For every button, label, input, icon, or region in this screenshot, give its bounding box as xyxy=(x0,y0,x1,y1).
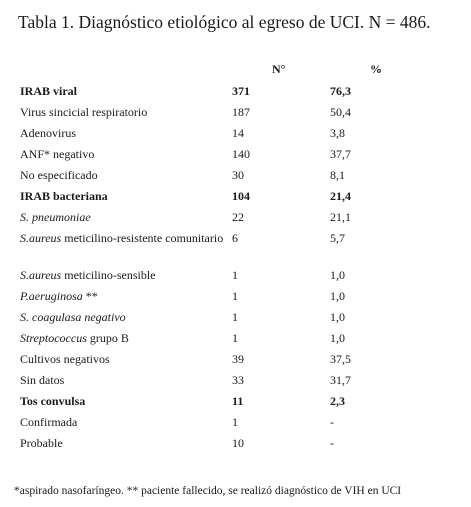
row-label xyxy=(20,289,232,310)
table-row xyxy=(20,210,420,231)
row-percent: 3,8 xyxy=(330,126,345,140)
row-label-text: IRAB bacteriana xyxy=(20,189,108,203)
row-label xyxy=(20,231,232,268)
table-row xyxy=(20,105,420,126)
row-label xyxy=(20,436,232,457)
row-label xyxy=(20,415,232,436)
row-label xyxy=(20,268,232,289)
row-count: 39 xyxy=(232,352,244,366)
row-label xyxy=(20,84,232,105)
row-label xyxy=(20,394,232,415)
table-row xyxy=(20,168,420,189)
row-label-text: Adenovirus xyxy=(20,126,76,140)
row-percent: 37,5 xyxy=(330,352,351,366)
row-count: 6 xyxy=(232,231,238,245)
row-percent: 21,1 xyxy=(330,210,351,224)
row-percent: 1,0 xyxy=(330,289,345,303)
row-label-italic: P.aeruginosa xyxy=(20,289,83,303)
etiology-table xyxy=(20,62,420,457)
table-row xyxy=(20,231,420,268)
table-row xyxy=(20,289,420,310)
table-row xyxy=(20,84,420,105)
row-percent: 21,4 xyxy=(330,189,351,203)
row-label xyxy=(20,147,232,168)
table-row xyxy=(20,352,420,373)
table-row xyxy=(20,331,420,352)
row-label-text: ANF* negativo xyxy=(20,147,95,161)
row-count: 371 xyxy=(232,84,250,98)
row-label-text: grupo B xyxy=(86,331,129,345)
row-count: 1 xyxy=(232,415,238,429)
row-label xyxy=(20,210,232,231)
header-pct: % xyxy=(370,62,382,76)
table-row xyxy=(20,189,420,210)
row-label-text: Tos convulsa xyxy=(20,394,86,408)
row-label xyxy=(20,310,232,331)
row-count: 1 xyxy=(232,289,238,303)
row-label-italic: Streptococcus xyxy=(20,331,87,345)
row-label xyxy=(20,105,232,126)
row-label-text: IRAB viral xyxy=(20,84,77,98)
row-label xyxy=(20,331,232,352)
row-percent: 76,3 xyxy=(330,84,351,98)
row-label xyxy=(20,168,232,189)
row-percent: 50,4 xyxy=(330,105,351,119)
table-row xyxy=(20,268,420,289)
row-percent: 8,1 xyxy=(330,168,345,182)
row-percent: 1,0 xyxy=(330,310,345,324)
header-n: N° xyxy=(272,62,286,76)
row-label-text: meticilino-sensible xyxy=(61,268,156,282)
row-count: 104 xyxy=(232,189,250,203)
row-label xyxy=(20,352,232,373)
row-label-italic: S.aureus xyxy=(20,231,62,245)
table-row xyxy=(20,147,420,168)
row-label-italic: S. pneumoniae xyxy=(20,210,91,224)
row-label xyxy=(20,189,232,210)
row-percent: 31,7 xyxy=(330,373,351,387)
table-title: Tabla 1. Diagnóstico etiológico al egreso de UCI. N = 486. xyxy=(18,12,431,32)
row-percent: 1,0 xyxy=(330,268,345,282)
row-count: 10 xyxy=(232,436,244,450)
row-label-text: Probable xyxy=(20,436,63,450)
row-label-text: ** xyxy=(82,289,98,303)
row-percent: 37,7 xyxy=(330,147,351,161)
row-label xyxy=(20,126,232,147)
row-percent: - xyxy=(330,436,334,450)
table-row xyxy=(20,436,420,457)
row-label xyxy=(20,373,232,394)
row-percent: 5,7 xyxy=(330,231,345,245)
table-row xyxy=(20,394,420,415)
row-count: 11 xyxy=(232,394,244,408)
row-label-text: Cultivos negativos xyxy=(20,352,110,366)
table-row xyxy=(20,373,420,394)
row-percent: - xyxy=(330,415,334,429)
row-count: 187 xyxy=(232,105,250,119)
row-count: 1 xyxy=(232,310,238,324)
footnote: *aspirado nasofaríngeo. ** paciente fallecido, se realizó diagnóstico de VIH en UCI xyxy=(14,485,402,497)
row-label-text: Confirmada xyxy=(20,415,78,429)
row-label-text: No especificado xyxy=(20,168,98,182)
row-percent: 2,3 xyxy=(330,394,345,408)
row-count: 1 xyxy=(232,331,238,345)
row-label-italic: S.aureus xyxy=(20,268,62,282)
row-count: 14 xyxy=(232,126,244,140)
row-count: 30 xyxy=(232,168,244,182)
row-label-italic: S. coagulasa negativo xyxy=(20,310,126,324)
row-label-text: Sin datos xyxy=(20,373,65,387)
table-row xyxy=(20,415,420,436)
row-label-text: Virus sincicial respiratorio xyxy=(20,105,148,119)
row-count: 140 xyxy=(232,147,250,161)
row-count: 22 xyxy=(232,210,244,224)
table-header-row xyxy=(20,62,420,84)
row-percent: 1,0 xyxy=(330,331,345,345)
row-count: 33 xyxy=(232,373,244,387)
table-row xyxy=(20,126,420,147)
header-label-cell xyxy=(20,62,232,84)
row-label-text: meticilino-resistente comunitario xyxy=(61,231,224,245)
table-row xyxy=(20,310,420,331)
row-count: 1 xyxy=(232,268,238,282)
